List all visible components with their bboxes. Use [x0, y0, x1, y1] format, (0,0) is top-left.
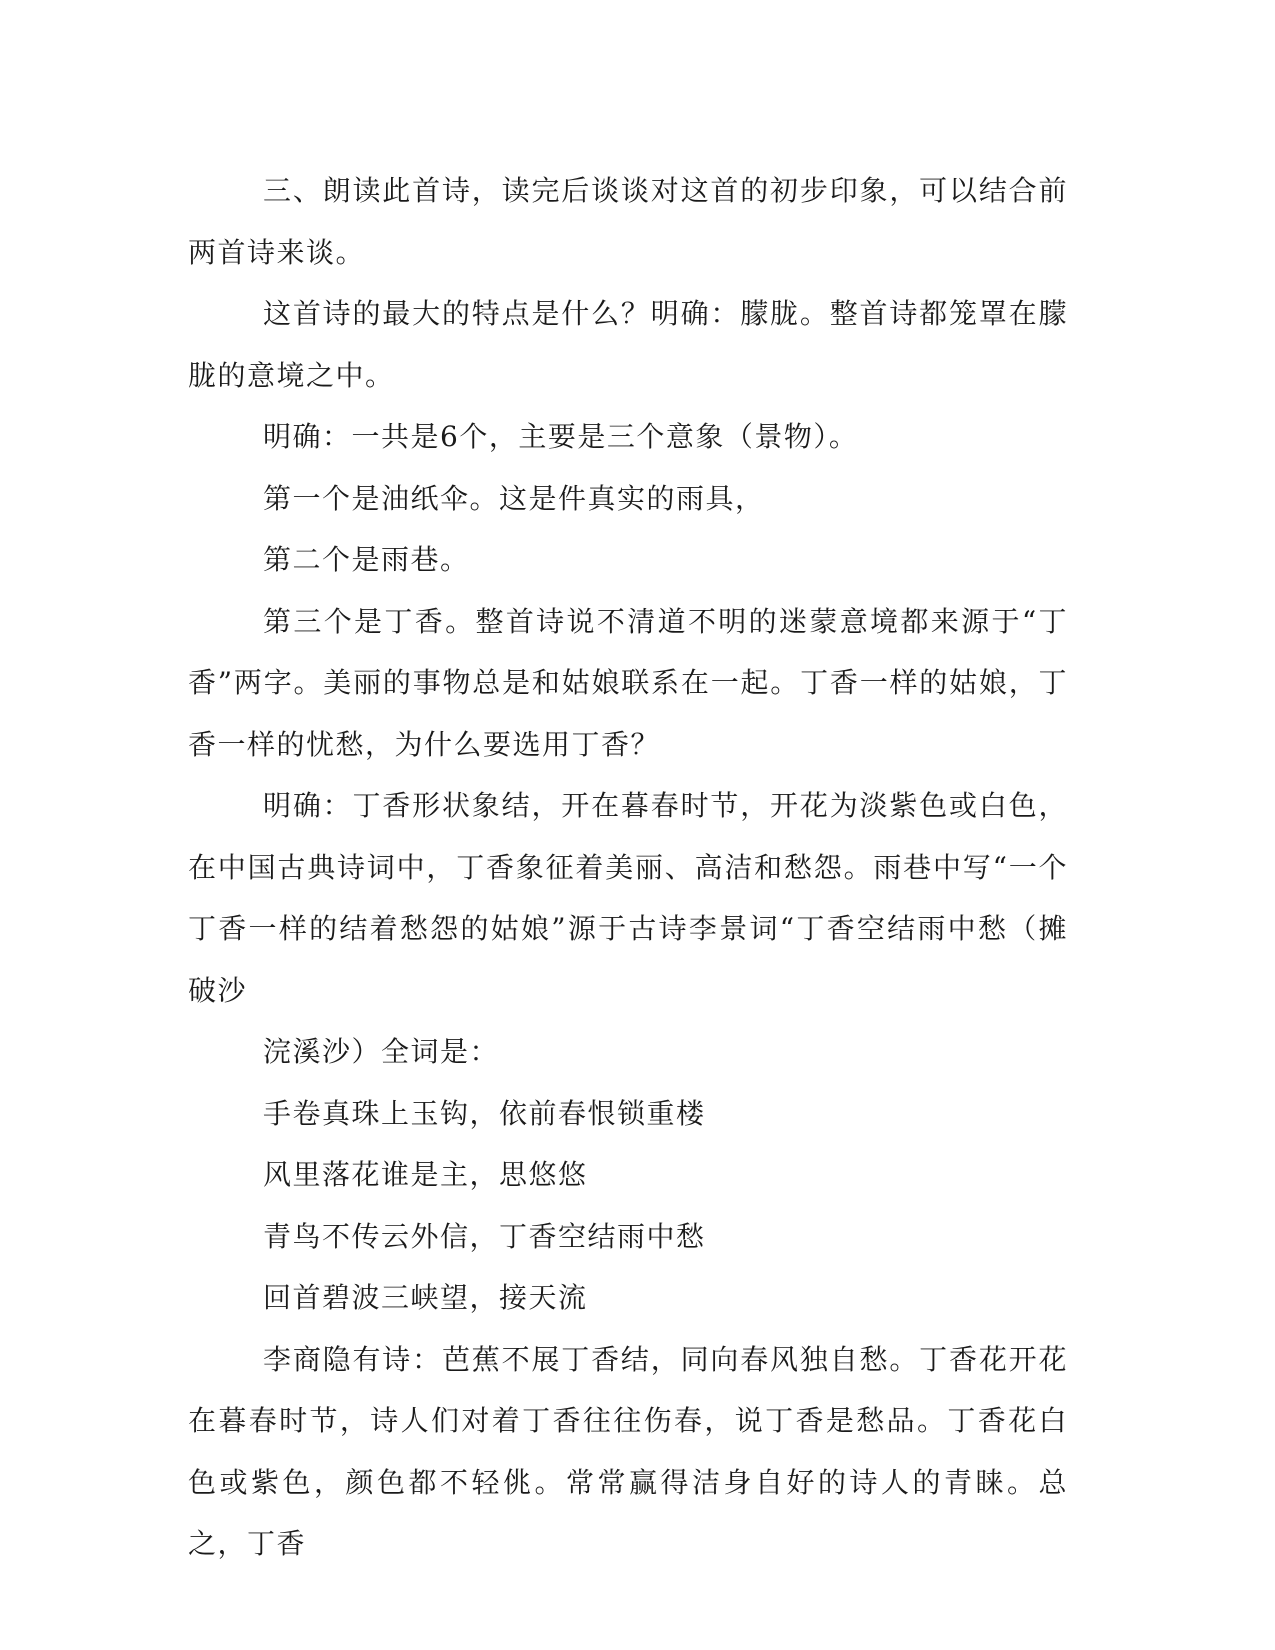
poem-line-3: 青鸟不传云外信，丁香空结雨中愁 — [263, 1219, 706, 1253]
poem-line-2: 风里落花谁是主，思悠悠 — [263, 1158, 588, 1191]
paragraph-li-shangyin: 李商隐有诗：芭蕉不展丁香结，同向春风独自愁。丁香花开花在暮春时节，诗人们对着丁香往往伤春，说丁香是愁品。丁香花白色或紫色，颜色都不轻佻。常常赢得洁身自好的诗人的青睐。总之，丁香 — [188, 1342, 1068, 1560]
paragraph-first-image: 第一个是油纸伞。这是件真实的雨具， — [263, 481, 765, 515]
paragraph-reading-task: 三、朗读此首诗，读完后谈谈对这首的初步印象，可以结合前两首诗来谈。 — [188, 174, 1068, 269]
document-body — [188, 160, 1068, 1575]
paragraph-second-image: 第二个是雨巷。 — [263, 543, 470, 576]
paragraph-image-count: 明确：一共是6个，主要是三个意象（景物）。 — [263, 420, 859, 453]
poem-line-1: 手卷真珠上玉钩，依前春恨锁重楼 — [263, 1096, 706, 1130]
paragraph-lilac-explanation: 明确：丁香形状象结，开在暮春时节，开花为淡紫色或白色，在中国古典诗词中，丁香象征着美丽、高洁和愁怨。雨巷中写“一个丁香一样的结着愁怨的姑娘”源于古诗李景词“丁香空结雨中愁（摊破沙 — [188, 789, 1068, 1007]
poem-line-4: 回首碧波三峡望，接天流 — [263, 1281, 588, 1314]
paragraph-full-poem-intro: 浣溪沙）全词是： — [263, 1035, 500, 1068]
paragraph-main-feature: 这首诗的最大的特点是什么？明确：朦胧。整首诗都笼罩在朦胧的意境之中。 — [188, 297, 1068, 392]
paragraph-third-image: 第三个是丁香。整首诗说不清道不明的迷蒙意境都来源于“丁香”两字。美丽的事物总是和姑娘联系在一起。丁香一样的姑娘，丁香一样的忧愁，为什么要选用丁香？ — [188, 604, 1068, 761]
